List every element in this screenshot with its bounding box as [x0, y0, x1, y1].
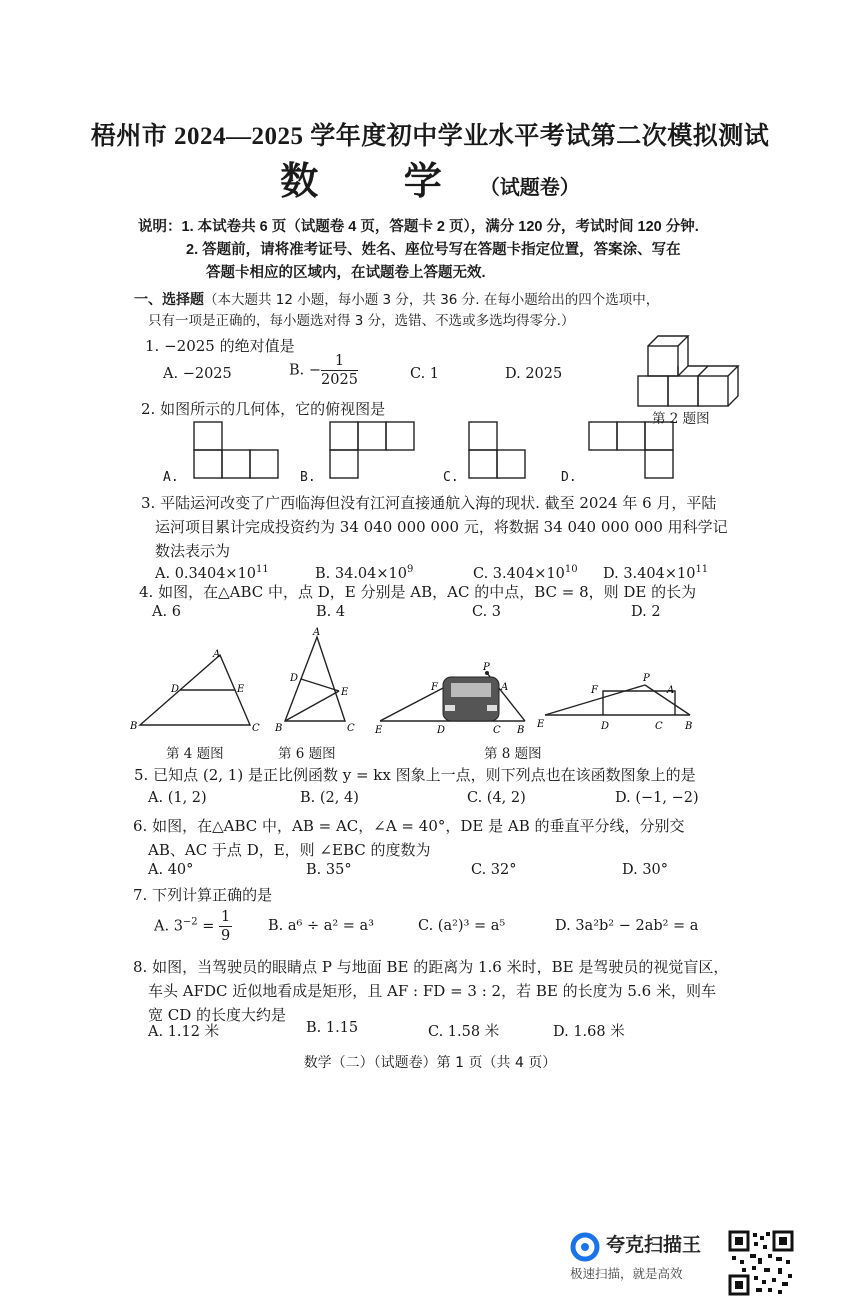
q7-stem: 7. 下列计算正确的是	[133, 886, 273, 904]
q8-figure-caption: 第 8 题图	[484, 746, 542, 762]
q6-label-b: B	[275, 723, 283, 734]
q3-line3: 数法表示为	[155, 542, 231, 560]
q8a-label-e: E	[375, 725, 383, 736]
q6-option-b: B. 35°	[306, 862, 352, 878]
q2-option-d-figure	[585, 420, 679, 482]
figure-row	[125, 625, 725, 740]
q8-line3: 宽 CD 的长度大约是	[148, 1006, 287, 1024]
q6-label-a: A	[313, 627, 321, 638]
q2-option-d: D.	[561, 470, 577, 485]
q8-geometry-figure	[536, 673, 692, 732]
q2-option-c: C.	[443, 470, 459, 485]
q2-option-b-figure	[328, 420, 418, 482]
q2-option-c-figure	[465, 420, 531, 482]
q1-stem: 1. −2025 的绝对值是	[145, 337, 295, 355]
q7-option-a: A. $3^{-2}$ = $\frac{1}{9}$	[154, 909, 231, 944]
q4-option-c: C. 3	[472, 604, 502, 620]
q8-option-c: C. 1.58 米	[428, 1024, 500, 1040]
q8a-label-b: B	[517, 725, 525, 736]
q3-option-b: B. $34.04\times 10^9$	[315, 564, 414, 582]
q5-stem: 5. 已知点 (2, 1) 是正比例函数 y = kx 图象上一点，则下列点也在该函数图象上的是	[134, 766, 696, 784]
section-title: 一、选择题	[134, 292, 204, 308]
q8b-label-e: E	[537, 719, 545, 730]
q3-line2: 运河项目累计完成投资约为 34 040 000 000 元，将数据 34 040 000 000 用科学记	[155, 518, 728, 536]
page-footer: 数学（二）（试题卷）第 1 页（共 4 页）	[303, 1055, 557, 1071]
q4-option-d: D. 2	[631, 604, 661, 620]
subject-main: 数 学	[280, 161, 480, 203]
q8-option-b: B. 1.15	[306, 1020, 359, 1036]
q4-label-e: E	[237, 684, 245, 695]
q1-option-c: C. 1	[410, 366, 440, 382]
q8b-label-b: B	[685, 721, 693, 732]
q3-option-d: D. $3.404\times 10^{11}$	[603, 564, 709, 582]
q7-option-d: D. 3a²b² − 2ab² = a	[555, 918, 699, 934]
q3-option-a: A. $0.3404\times 10^{11}$	[155, 564, 269, 582]
q8b-label-p: P	[643, 673, 650, 684]
q4-option-b: B. 4	[316, 604, 346, 620]
q6-line1: 6. 如图，在△ABC 中，AB = AC，∠A = 40°，DE 是 AB 的垂直平分线，分别交	[133, 817, 685, 835]
q4-label-d: D	[171, 684, 180, 695]
q8-option-a: A. 1.12 米	[148, 1024, 220, 1040]
notes-line3: 答题卡相应的区域内，在试题卷上答题无效.	[206, 265, 486, 281]
q6-figure-caption: 第 6 题图	[278, 746, 336, 762]
q4-option-a: A. 6	[152, 604, 181, 620]
q6-label-d: D	[290, 673, 299, 684]
q1-option-a: A. −2025	[163, 366, 232, 382]
q8b-label-d: D	[601, 721, 610, 732]
q4-stem: 4. 如图，在△ABC 中，点 D，E 分别是 AB，AC 的中点，BC = 8，则 DE 的长为	[139, 583, 697, 601]
notes-line2: 2. 答题前，请将准考证号、姓名、座位号写在答题卡指定位置，答案涂、写在	[186, 242, 681, 258]
q3-line1: 3. 平陆运河改变了广西临海但没有江河直接通航入海的现状. 截至 2024 年 6 月，平陆	[141, 494, 717, 512]
q8a-label-a: A	[501, 682, 509, 693]
q2-option-a-figure	[190, 420, 280, 482]
q2-option-a: A.	[163, 470, 179, 485]
q8-line1: 8. 如图，当驾驶员的眼睛点 P 与地面 BE 的距离为 1.6 米时，BE 是驾驶员的视觉盲区，	[133, 958, 729, 976]
section-desc2: 只有一项是正确的，每小题选对得 3 分，选错、不选或多选均得零分.）	[148, 313, 575, 329]
q5-option-d: D. (−1, −2)	[615, 790, 699, 806]
q4-figure-caption: 第 4 题图	[166, 746, 224, 762]
q2-solid-figure	[630, 332, 740, 412]
q8b-label-a: A	[667, 685, 675, 696]
q4-triangle-figure	[129, 649, 260, 734]
q6-option-d: D. 30°	[622, 862, 669, 878]
exam-instructions	[138, 216, 699, 285]
q1-option-d: D. 2025	[505, 366, 563, 382]
q3-option-c: C. $3.404\times 10^{10}$	[473, 564, 578, 582]
q6-label-c: C	[347, 723, 355, 734]
q8-option-d: D. 1.68 米	[553, 1024, 625, 1040]
q4-label-c: C	[252, 723, 260, 734]
q6-triangle-figure	[274, 627, 355, 734]
brand-name: 夸克扫描王	[606, 1234, 702, 1256]
q2-stem: 2. 如图所示的几何体，它的俯视图是	[141, 400, 386, 418]
qr-code-icon	[728, 1230, 794, 1296]
q8-car-figure	[374, 662, 525, 736]
q8a-label-c: C	[493, 725, 501, 736]
notes-line1: 1. 本试卷共 6 页（试题卷 4 页，答题卡 2 页），满分 120 分，考试时间 120 分钟.	[181, 219, 699, 235]
q5-option-c: C. (4, 2)	[467, 790, 526, 806]
q2-option-b: B.	[300, 470, 316, 485]
q8b-label-f: F	[591, 685, 598, 696]
section-desc1: （本大题共 12 小题，每小题 3 分，共 36 分. 在每小题给出的四个选项中，	[204, 292, 660, 308]
q8a-label-f: F	[431, 682, 438, 693]
q6-line2: AB、AC 于点 D，E，则 ∠EBC 的度数为	[148, 841, 431, 859]
q4-label-b: B	[130, 721, 138, 732]
q8-line2: 车头 AFDC 近似地看成是矩形，且 AF : FD = 3 : 2，若 BE 的长度为 5.6 米，则车	[148, 982, 716, 1000]
q1-option-b: B. − $\frac{1}{2025}$	[289, 353, 358, 388]
scanner-logo-icon	[570, 1232, 600, 1262]
subject-heading	[0, 150, 860, 205]
q8a-label-p: P	[483, 662, 490, 673]
q8a-label-d: D	[437, 725, 446, 736]
q4-label-a: A	[213, 649, 221, 660]
exam-title: 梧州市 2024—2025 学年度初中学业水平考试第二次模拟测试	[90, 123, 770, 150]
q5-option-b: B. (2, 4)	[300, 790, 359, 806]
q6-option-a: A. 40°	[148, 862, 194, 878]
q2-figure-caption: 第 2 题图	[652, 411, 710, 427]
section-heading	[134, 290, 734, 332]
q5-option-a: A. (1, 2)	[148, 790, 207, 806]
q6-option-c: C. 32°	[471, 862, 517, 878]
q6-label-e: E	[341, 687, 349, 698]
subject-suffix: （试题卷）	[479, 175, 580, 199]
notes-label: 说明：	[138, 219, 182, 235]
q7-option-c: C. (a²)³ = a⁵	[418, 918, 506, 934]
brand-tagline: 极速扫描，就是高效	[570, 1266, 683, 1281]
q7-option-b: B. a⁶ ÷ a² = a³	[268, 918, 374, 934]
q8b-label-c: C	[655, 721, 663, 732]
